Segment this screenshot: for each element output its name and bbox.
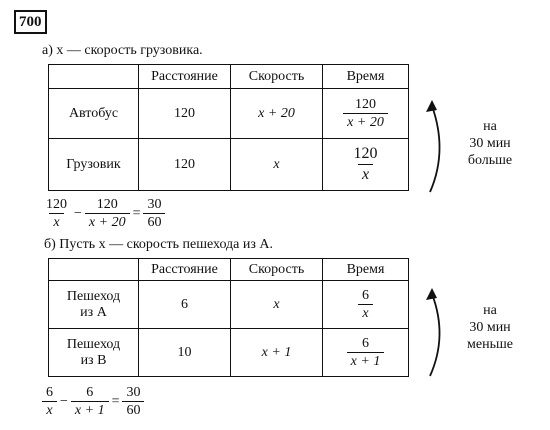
eq-numerator: 30 xyxy=(147,197,162,212)
part-b-equation xyxy=(42,384,144,419)
part-b-header-time: Время xyxy=(323,259,409,281)
part-b-row-b xyxy=(49,329,409,377)
eq-denominator: x + 1 xyxy=(71,401,109,419)
part-a-header-row xyxy=(49,65,409,89)
time-numerator: 120 xyxy=(353,145,378,162)
eq-operator: = xyxy=(111,393,120,409)
part-a-row-bus xyxy=(49,89,409,139)
part-b-header-speed: Скорость xyxy=(231,259,323,281)
part-a-caption: а) x — скорость грузовика. xyxy=(42,43,203,58)
row-name xyxy=(49,281,139,329)
eq-denominator: x + 20 xyxy=(85,213,130,231)
eq-denominator: x xyxy=(49,213,63,231)
part-a-header-speed: Скорость xyxy=(231,65,323,89)
row-time xyxy=(323,281,409,329)
time-denominator: x + 1 xyxy=(347,352,385,370)
part-a-header-time: Время xyxy=(323,65,409,89)
row-name-line: из В xyxy=(80,352,107,368)
time-denominator: x + 20 xyxy=(343,113,388,131)
curved-arrow-up-icon xyxy=(418,96,454,196)
part-b-note xyxy=(455,302,525,353)
time-denominator: x xyxy=(358,304,372,322)
part-b-row-a xyxy=(49,281,409,329)
row-name-line: Пешеход xyxy=(66,288,121,304)
row-distance: 120 xyxy=(139,89,231,139)
note-line: на xyxy=(483,119,497,134)
curved-arrow-up-icon xyxy=(418,284,454,380)
time-denominator: x xyxy=(358,164,373,185)
eq-numerator: 120 xyxy=(46,197,67,212)
row-time xyxy=(323,329,409,377)
eq-numerator: 6 xyxy=(86,385,94,400)
part-a-equation xyxy=(42,196,165,231)
row-time xyxy=(323,89,409,139)
note-line: меньше xyxy=(467,337,513,352)
problem-number: 700 xyxy=(14,10,47,34)
eq-operator: − xyxy=(74,205,82,221)
note-line: 30 мин xyxy=(469,320,511,335)
row-distance: 6 xyxy=(139,281,231,329)
row-speed: x + 20 xyxy=(231,89,323,139)
row-speed: x + 1 xyxy=(231,329,323,377)
eq-operator: − xyxy=(60,393,68,409)
row-distance: 120 xyxy=(139,139,231,191)
part-a-table xyxy=(48,64,409,191)
part-b-caption: б) Пусть x — скорость пешехода из А. xyxy=(44,237,274,252)
eq-numerator: 30 xyxy=(126,385,141,400)
row-name-line: Пешеход xyxy=(66,336,121,352)
row-speed: x xyxy=(231,281,323,329)
eq-numerator: 6 xyxy=(46,385,53,400)
note-line: больше xyxy=(467,153,513,168)
row-name: Грузовик xyxy=(49,139,139,191)
row-name xyxy=(49,329,139,377)
note-line: 30 мин xyxy=(469,136,511,151)
time-numerator: 6 xyxy=(362,288,369,303)
part-b-header-row xyxy=(49,259,409,281)
time-numerator: 6 xyxy=(361,336,369,351)
eq-denominator: 60 xyxy=(122,401,144,419)
eq-denominator: x xyxy=(42,401,56,419)
part-a-header-distance: Расстояние xyxy=(139,65,231,89)
eq-numerator: 120 xyxy=(96,197,118,212)
row-distance: 10 xyxy=(139,329,231,377)
eq-denominator: 60 xyxy=(143,213,165,231)
part-a-note xyxy=(455,118,525,169)
row-speed: x xyxy=(231,139,323,191)
row-name-line: из А xyxy=(80,304,107,320)
row-time xyxy=(323,139,409,191)
part-a-header-empty xyxy=(49,65,139,89)
part-a-row-truck xyxy=(49,139,409,191)
part-b-header-empty xyxy=(49,259,139,281)
row-name: Автобус xyxy=(49,89,139,139)
note-line: на xyxy=(483,303,497,318)
part-b-header-distance: Расстояние xyxy=(139,259,231,281)
time-numerator: 120 xyxy=(354,97,376,112)
eq-operator: = xyxy=(132,205,141,221)
part-b-table xyxy=(48,258,409,377)
